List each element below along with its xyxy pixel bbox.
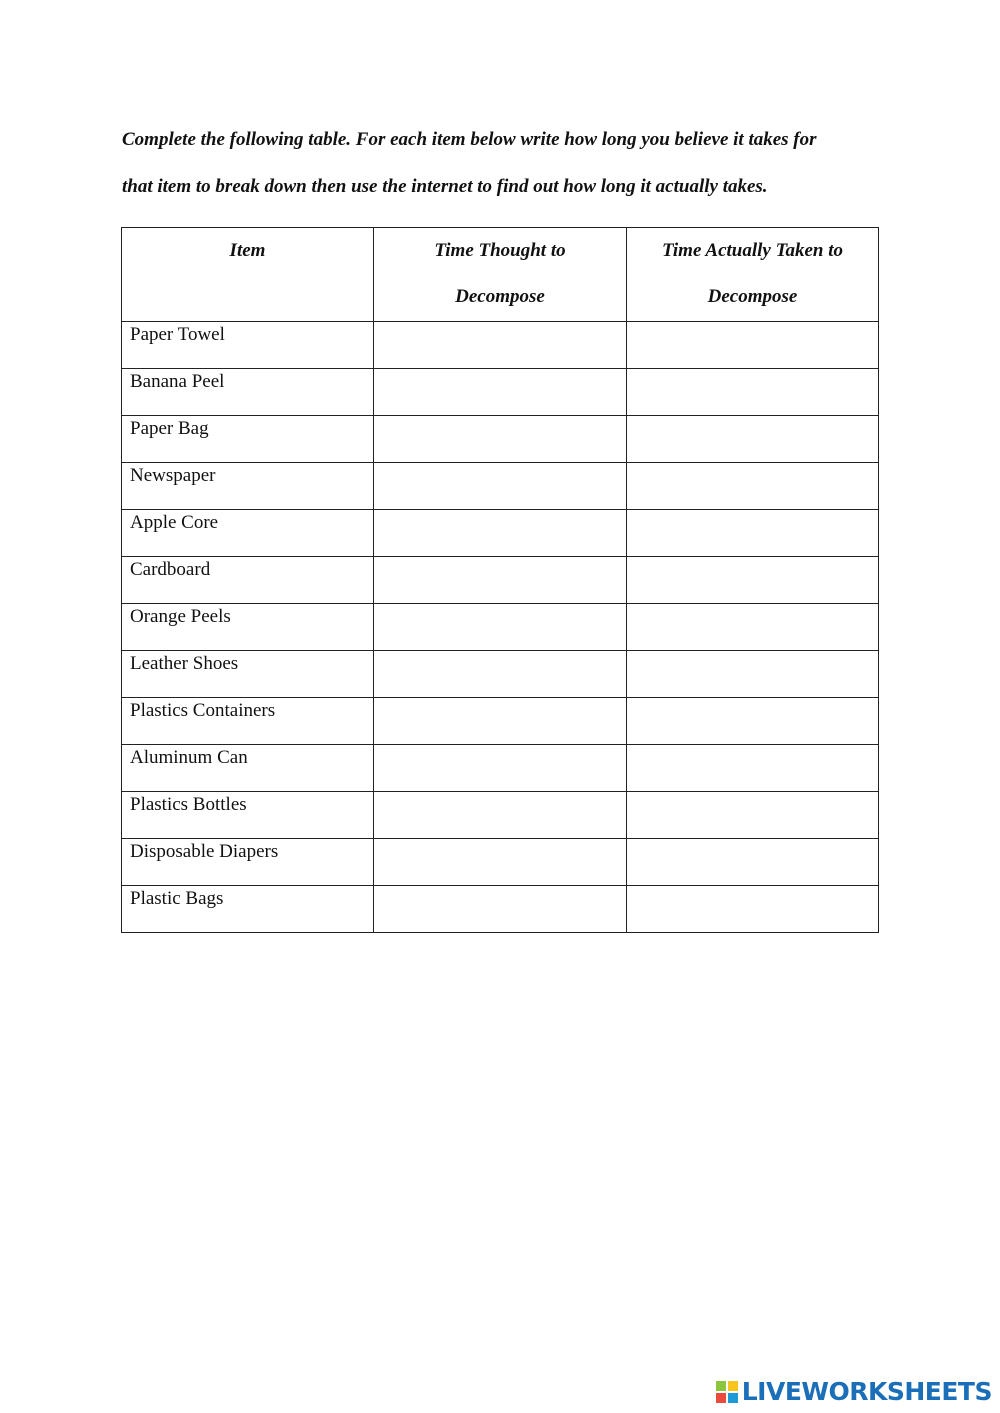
time-actual-cell[interactable] (627, 745, 879, 792)
instructions (122, 116, 882, 210)
table-row (122, 651, 879, 698)
time-thought-cell[interactable] (374, 839, 627, 886)
time-actual-cell[interactable] (627, 839, 879, 886)
table-header-row (122, 228, 879, 322)
table-row (122, 510, 879, 557)
time-actual-cell[interactable] (627, 510, 879, 557)
liveworksheets-logo (716, 1377, 992, 1407)
table-body (122, 322, 879, 933)
header-time-thought-line-2: Decompose (455, 286, 545, 307)
item-cell: Paper Bag (122, 416, 374, 463)
logo-tile-red (716, 1393, 726, 1403)
instructions-line-2: that item to break down then use the internet to find out how long it actually takes. (122, 176, 768, 197)
time-actual-cell[interactable] (627, 604, 879, 651)
time-actual-cell[interactable] (627, 416, 879, 463)
header-item (122, 228, 374, 322)
logo-tile-yellow (728, 1381, 738, 1391)
table-row (122, 463, 879, 510)
time-thought-cell[interactable] (374, 463, 627, 510)
time-actual-cell[interactable] (627, 463, 879, 510)
time-actual-cell[interactable] (627, 557, 879, 604)
table-row (122, 745, 879, 792)
item-cell: Apple Core (122, 510, 374, 557)
time-thought-cell[interactable] (374, 322, 627, 369)
logo-tile-green (716, 1381, 726, 1391)
table-row (122, 792, 879, 839)
table-row (122, 886, 879, 933)
time-thought-cell[interactable] (374, 886, 627, 933)
time-actual-cell[interactable] (627, 369, 879, 416)
item-cell: Disposable Diapers (122, 839, 374, 886)
logo-tile-blue (728, 1393, 738, 1403)
item-cell: Banana Peel (122, 369, 374, 416)
time-actual-cell[interactable] (627, 698, 879, 745)
item-cell: Newspaper (122, 463, 374, 510)
table-row (122, 369, 879, 416)
item-cell: Cardboard (122, 557, 374, 604)
table-row (122, 416, 879, 463)
decomposition-table (121, 227, 879, 933)
time-actual-cell[interactable] (627, 322, 879, 369)
item-cell: Paper Towel (122, 322, 374, 369)
time-actual-cell[interactable] (627, 792, 879, 839)
item-cell: Orange Peels (122, 604, 374, 651)
time-thought-cell[interactable] (374, 698, 627, 745)
time-thought-cell[interactable] (374, 651, 627, 698)
time-thought-cell[interactable] (374, 510, 627, 557)
time-thought-cell[interactable] (374, 416, 627, 463)
time-thought-cell[interactable] (374, 557, 627, 604)
table-row (122, 557, 879, 604)
item-cell: Leather Shoes (122, 651, 374, 698)
table-row (122, 698, 879, 745)
time-actual-cell[interactable] (627, 886, 879, 933)
time-thought-cell[interactable] (374, 745, 627, 792)
item-cell: Aluminum Can (122, 745, 374, 792)
table-row (122, 839, 879, 886)
logo-tiles-icon (716, 1381, 738, 1403)
logo-text: LIVEWORKSHEETS (741, 1377, 992, 1406)
time-thought-cell[interactable] (374, 792, 627, 839)
table-row (122, 322, 879, 369)
instructions-line-1: Complete the following table. For each item below write how long you believe it takes for (122, 129, 817, 150)
header-item-label: Item (229, 240, 266, 261)
table-row (122, 604, 879, 651)
time-thought-cell[interactable] (374, 369, 627, 416)
header-time-actual-line-2: Decompose (707, 286, 798, 307)
item-cell: Plastics Bottles (122, 792, 374, 839)
time-actual-cell[interactable] (627, 651, 879, 698)
time-thought-cell[interactable] (374, 604, 627, 651)
header-time-thought-line-1: Time Thought to (434, 240, 566, 261)
item-cell: Plastics Containers (122, 698, 374, 745)
header-time-thought (374, 228, 627, 322)
item-cell: Plastic Bags (122, 886, 374, 933)
header-time-actual-line-1: Time Actually Taken to (661, 240, 844, 261)
header-time-actual (627, 228, 879, 322)
